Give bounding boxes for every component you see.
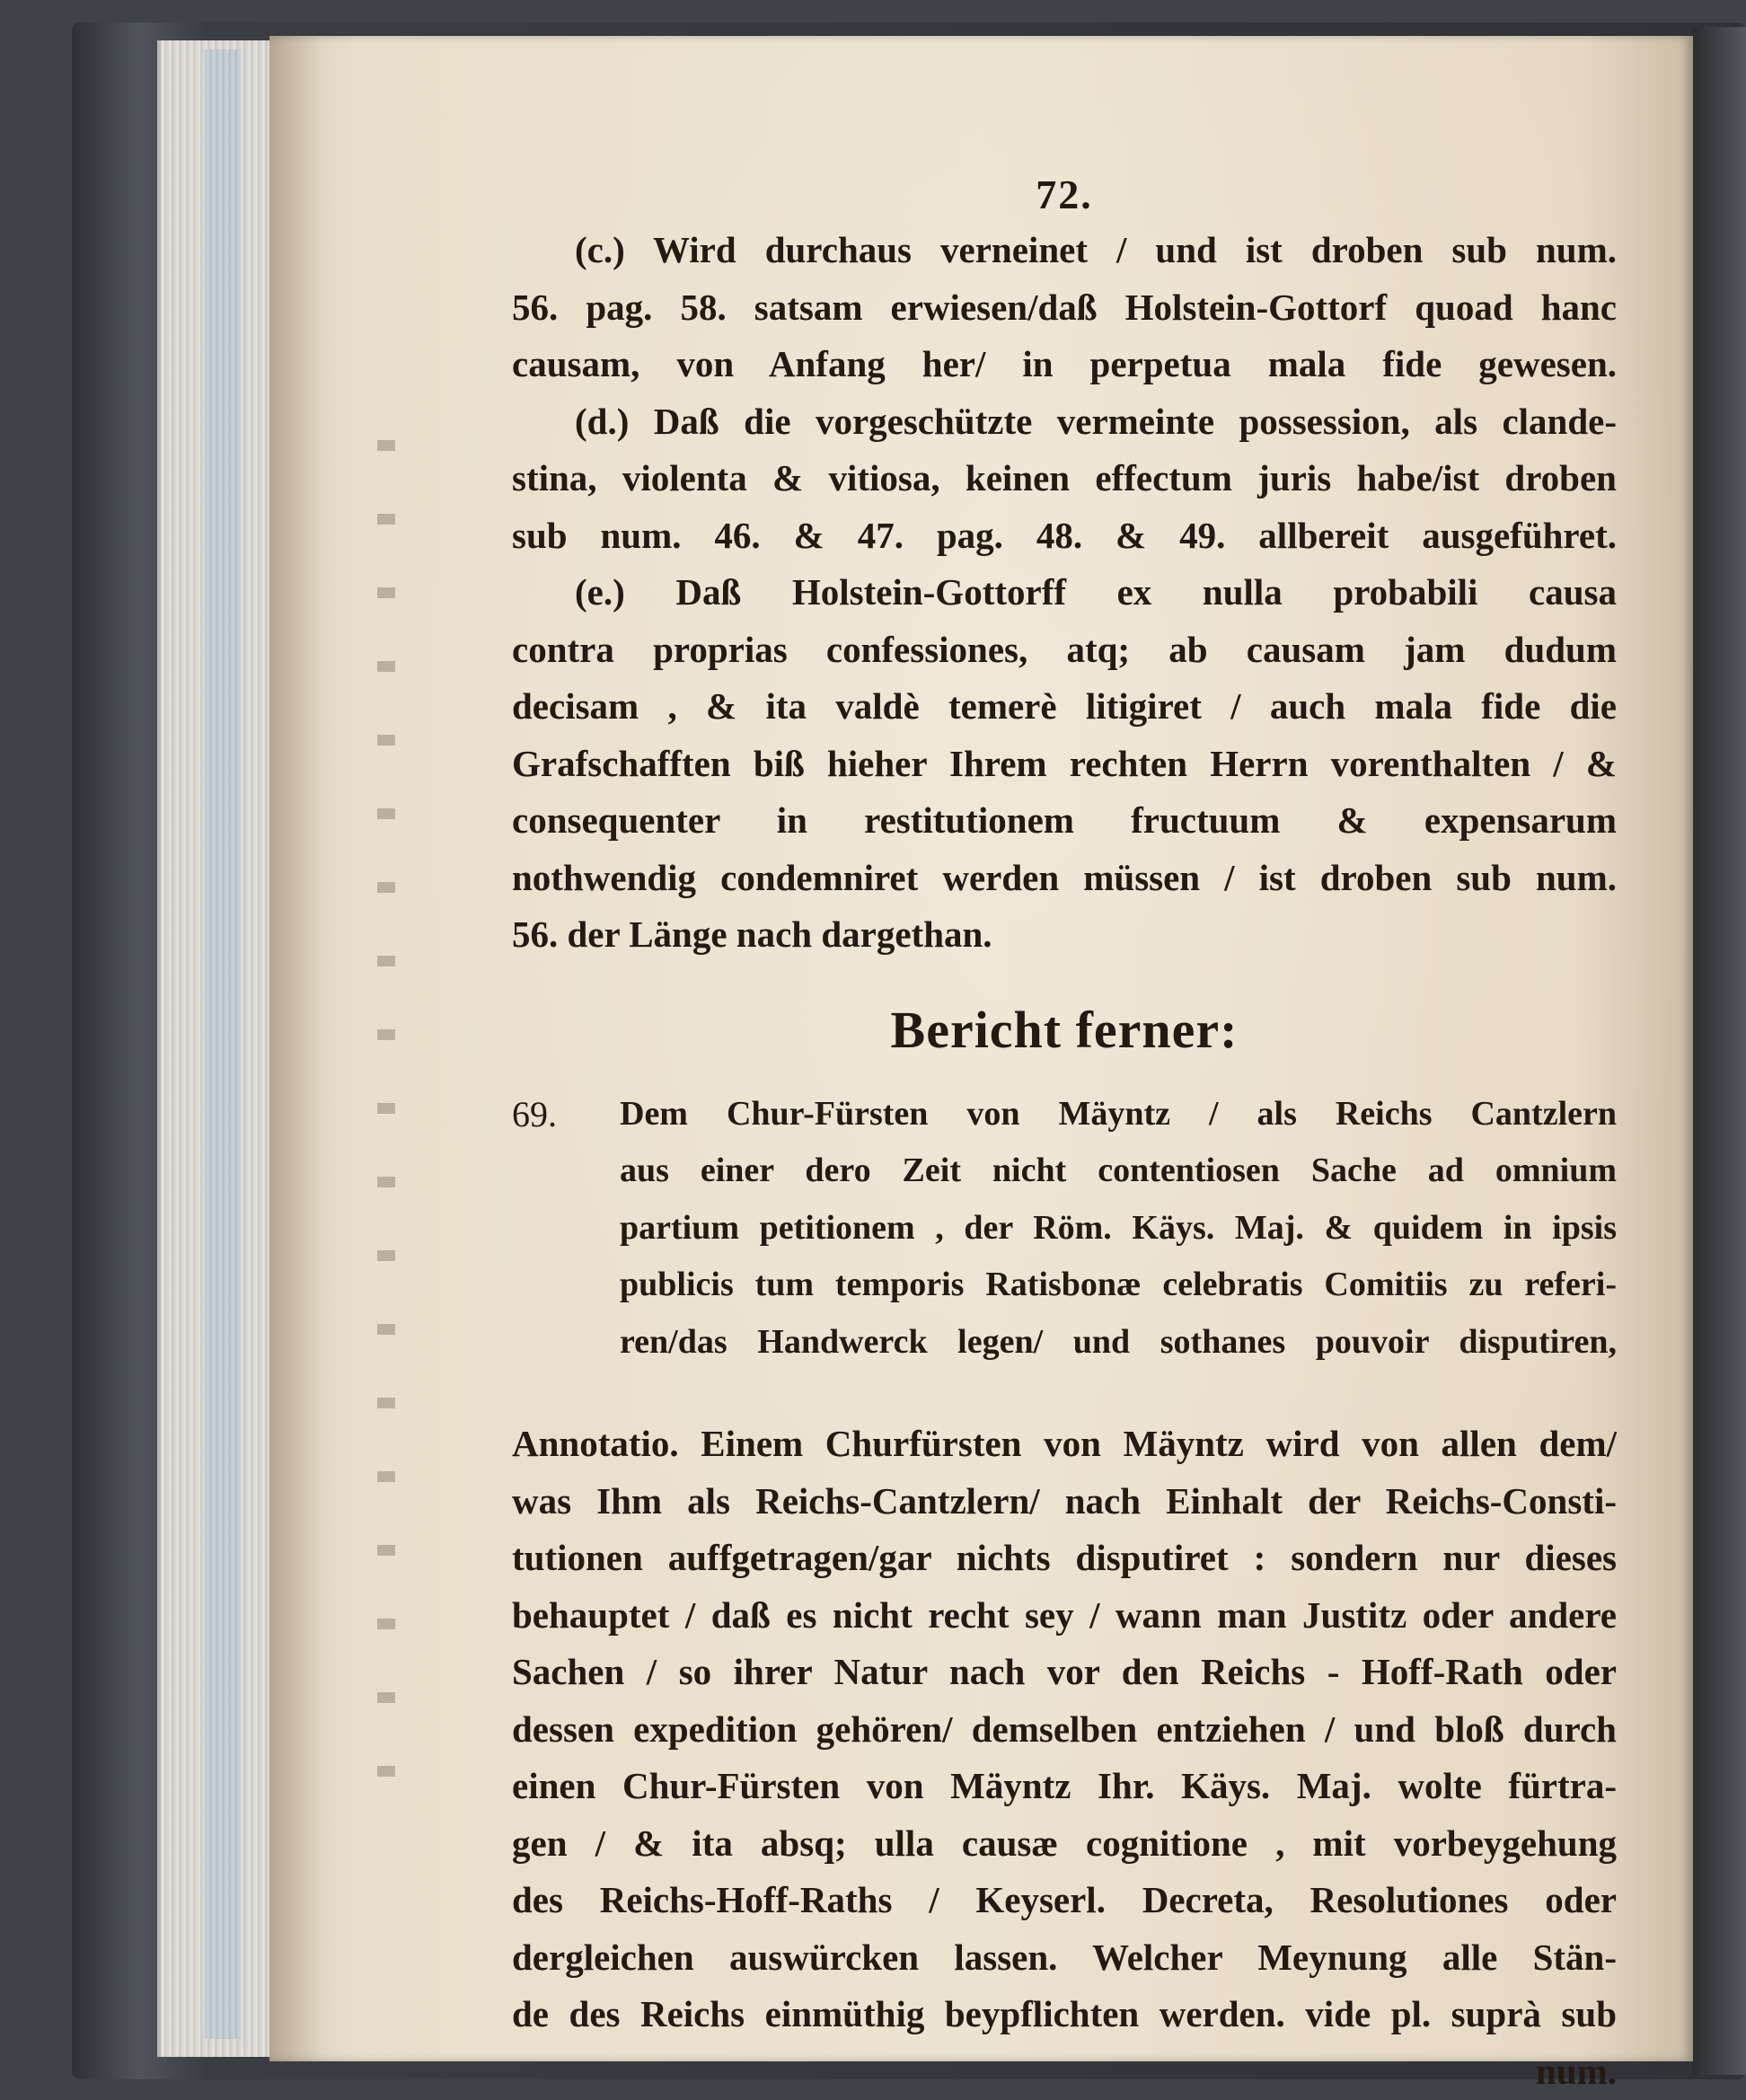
margin-show-through (377, 377, 395, 1814)
text-line: gen / & ita absq; ulla causæ cognitione , mit vorbeygehung (512, 1815, 1617, 1873)
text-line: 56. der Länge nach dargethan. (512, 906, 1617, 964)
section-heading: Bericht ferner: (512, 994, 1617, 1066)
page-text (512, 171, 1617, 2100)
text-line: dergleichen auswürcken lassen. Welcher Meynung alle Stän- (512, 1929, 1617, 1987)
text-line: stina, violenta & vitiosa, keinen effectum juris habe/ist droben (512, 450, 1617, 507)
text-line: consequenter in restitutionem fructuum & expensarum (512, 792, 1617, 850)
text-line: einen Chur-Fürsten von Mäyntz Ihr. Käys. Maj. wolte fürtra- (512, 1758, 1617, 1815)
text-line: causam, von Anfang her/ in perpetua mala fide gewesen. (512, 336, 1617, 393)
text-line: tutionen auffgetragen/gar nichts disputiret : sondern nur dieses (512, 1530, 1617, 1587)
paragraph-number: 69. (512, 1086, 557, 1143)
text-line: (c.) Wird durchaus verneinet / und ist droben sub num. (512, 222, 1617, 279)
text-line: contra proprias confessiones, atq; ab causam jam dudum (512, 622, 1617, 679)
text-line: Dem Chur-Fürsten von Mäyntz / als Reichs Cantzlern (620, 1086, 1617, 1143)
text-line: dessen expedition gehören/ demselben entziehen / und bloß durch (512, 1701, 1617, 1759)
text-line: nothwendig condemniret werden müssen / ist droben sub num. (512, 850, 1617, 907)
section-top (512, 222, 1617, 964)
text-line: sub num. 46. & 47. pag. 48. & 49. allbereit ausgeführet. (512, 507, 1617, 565)
page-number: 72. (512, 171, 1617, 218)
book-cover-edge (1692, 27, 1746, 2075)
text-line: de des Reichs einmüthig beypflichten werden. vide pl. suprà sub (512, 1986, 1617, 2043)
page-stack-tint (205, 49, 241, 2039)
annotation (512, 1416, 1617, 2100)
catchword: num. (512, 2043, 1617, 2100)
text-line: decisam , & ita valdè temerè litigiret / auch mala fide die (512, 678, 1617, 736)
text-line: 56. pag. 58. satsam erwiesen/daß Holstein-Gottorf quoad hanc (512, 279, 1617, 337)
book-page (269, 36, 1693, 2061)
text-line: (e.) Daß Holstein-Gottorff ex nulla probabili causa (512, 564, 1617, 622)
page-gutter-shadow (269, 36, 323, 2061)
text-line: Annotatio. Einem Churfürsten von Mäyntz wird von allen dem/ (512, 1416, 1617, 1473)
text-line: Grafschafften biß hieher Ihrem rechten Herrn vorenthalten / & (512, 736, 1617, 793)
paragraph-69 (512, 1086, 1617, 1372)
text-line: (d.) Daß die vorgeschützte vermeinte possession, als clande- (512, 393, 1617, 451)
text-line: aus einer dero Zeit nicht contentiosen Sache ad omnium (620, 1143, 1617, 1200)
text-line: partium petitionem , der Röm. Käys. Maj. & quidem in ipsis (620, 1200, 1617, 1257)
text-line: Sachen / so ihrer Natur nach vor den Reichs - Hoff-Rath oder (512, 1644, 1617, 1701)
text-line: publicis tum temporis Ratisbonæ celebratis Comitiis zu referi- (620, 1257, 1617, 1314)
text-line: was Ihm als Reichs-Cantzlern/ nach Einhalt der Reichs-Consti- (512, 1473, 1617, 1531)
text-line: behauptet / daß es nicht recht sey / wann man Justitz oder andere (512, 1587, 1617, 1645)
text-line: ren/das Handwerck legen/ und sothanes pouvoir disputiren, (620, 1314, 1617, 1372)
text-line: des Reichs-Hoff-Raths / Keyserl. Decreta, Resolutiones oder (512, 1872, 1617, 1929)
